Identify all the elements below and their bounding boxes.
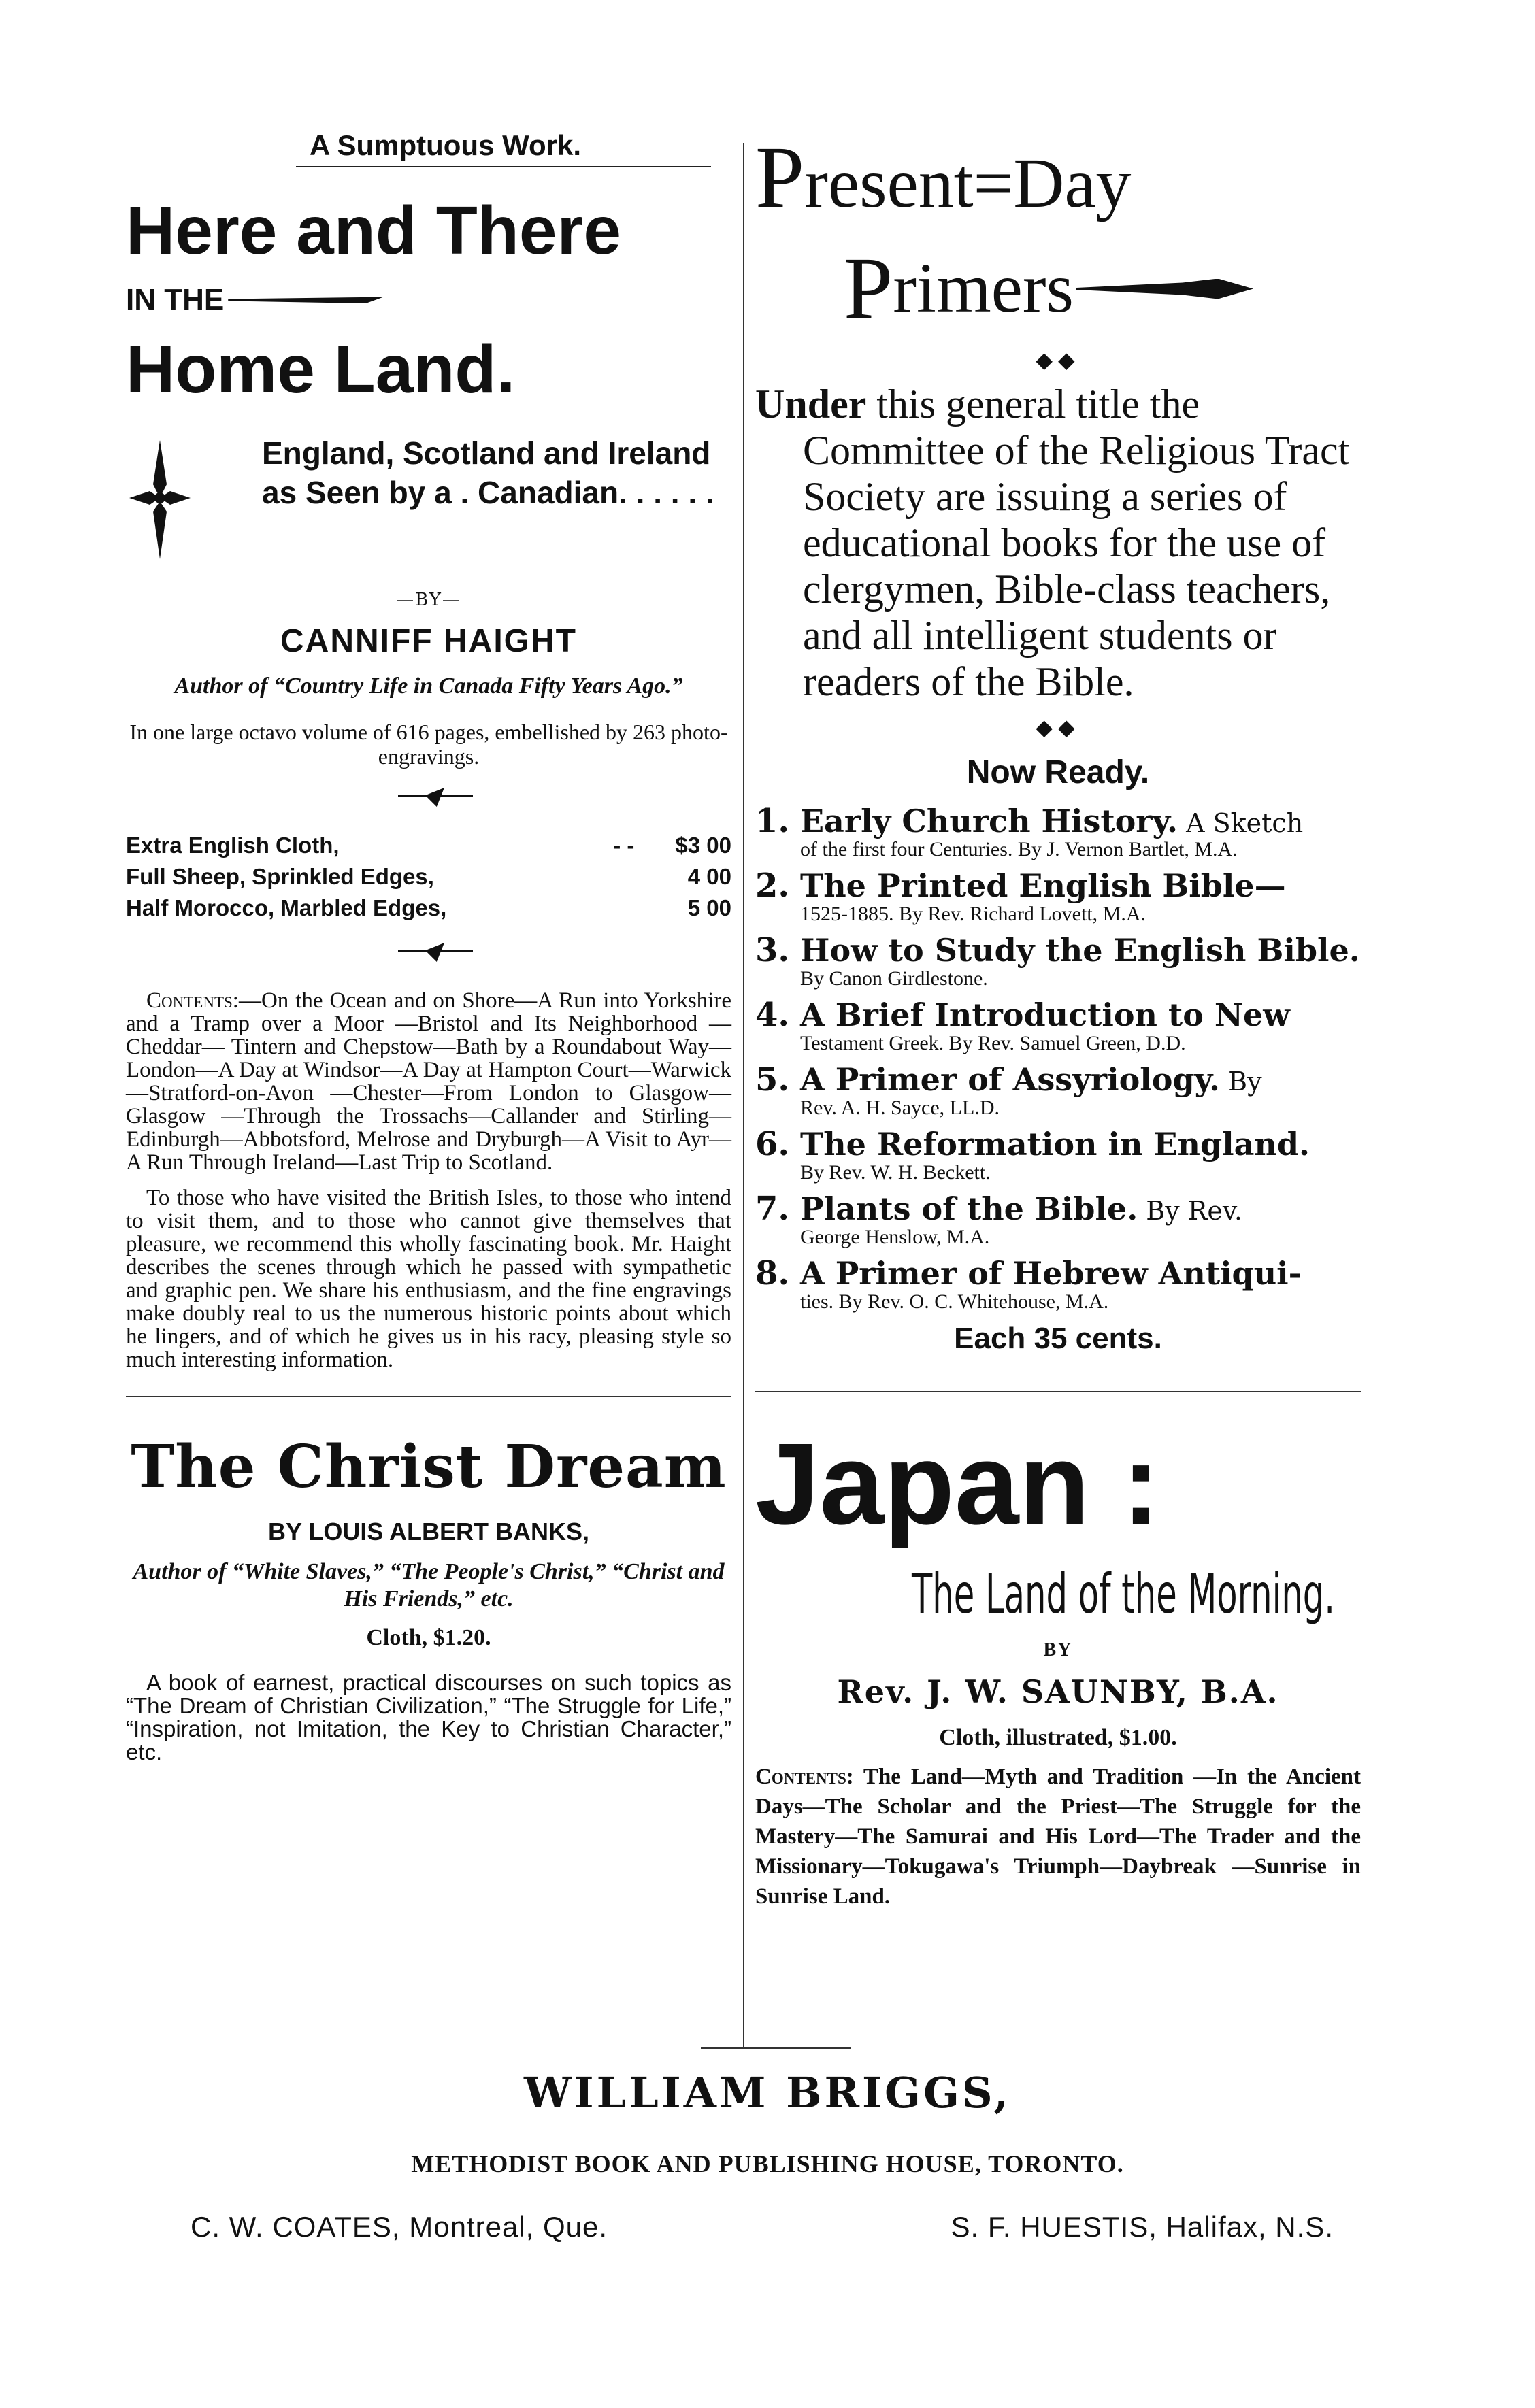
christ-dream-author-credits: Author of “White Slaves,” “The People's Christ,” “Christ and His Friends,” etc.	[133, 1559, 725, 1611]
item-subtitle: By Rev. W. H. Beckett.	[800, 1161, 991, 1184]
intro-lead: Under	[755, 382, 867, 427]
list-item	[755, 1254, 1361, 1313]
item-title: Early Church History. A Sketch	[800, 803, 1304, 839]
now-ready-heading: Now Ready.	[966, 754, 1150, 790]
item-title: The Printed English Bible—	[800, 867, 1286, 904]
contents-label: Contents	[755, 1765, 846, 1789]
book-subtitle: England, Scotland and Ireland as Seen by a . Canadian. . . . . .	[262, 435, 714, 510]
item-title: A Primer of Hebrew Antiqui-	[800, 1255, 1302, 1292]
price-value: 5 00	[687, 895, 731, 920]
christ-dream-author: BY LOUIS ALBERT BANKS,	[267, 1518, 590, 1545]
footer-divider	[701, 2047, 851, 2049]
item-subtitle: Rev. A. H. Sayce, LL.D.	[800, 1097, 1000, 1119]
section-divider	[126, 1396, 731, 1397]
swoosh-ornament-icon	[1076, 279, 1253, 299]
book-title-in-the	[126, 283, 731, 317]
item-number: 3.	[755, 931, 790, 969]
item-subtitle: Testament Greek. By Rev. Samuel Green, D.D.	[800, 1032, 1186, 1054]
price-label: Half Morocco, Marbled Edges,	[126, 895, 447, 920]
price-value: $3 00	[675, 833, 731, 858]
price-row	[126, 830, 731, 861]
contents-label: Contents	[146, 988, 233, 1013]
item-title: The Reformation in England.	[800, 1126, 1310, 1163]
right-column	[755, 129, 1361, 1911]
arrow-ornament-icon	[228, 297, 384, 303]
diamond-ornament-icon: ◆◆	[1036, 347, 1080, 373]
item-title: A Brief Introduction to New	[800, 997, 1290, 1033]
japan-subtitle: The Land of the Morning.	[912, 1562, 1336, 1626]
title-rest: resent=Day	[804, 144, 1132, 222]
price-row	[126, 861, 731, 892]
primers-title-line2	[844, 240, 1361, 337]
item-title: Plants of the Bible. By Rev.	[800, 1190, 1242, 1227]
christ-dream-description: A book of earnest, practical discourses on such topics as “The Dream of Christian Civilization,” “The Struggle for Life,” “Inspiration, not Imitation, the Key to Christian Character,” etc.	[126, 1670, 731, 1765]
column-divider	[743, 143, 744, 2047]
agent-halifax: S. F. HUESTIS, Halifax, N.S.	[951, 2211, 1334, 2243]
pointer-ornament-icon	[126, 937, 731, 965]
item-number: 5.	[755, 1060, 790, 1099]
title-rest: rimers	[893, 249, 1074, 328]
author-name: CANNIFF HAIGHT	[280, 623, 577, 659]
tagline: A Sumptuous Work.	[296, 129, 711, 167]
publisher-name: WILLIAM BRIGGS,	[523, 2068, 1012, 2118]
list-item	[755, 869, 1361, 924]
price-label: Full Sheep, Sprinkled Edges,	[126, 864, 434, 889]
cross-ornament-icon	[126, 433, 262, 569]
list-item	[755, 802, 1361, 860]
item-number: 4.	[755, 996, 790, 1034]
primers-list	[755, 802, 1361, 1313]
intro-text: this general title the Committee of the Religious Tract Society are issuing a series of educational books for the use of clergymen, Bible-class teachers, and all intelligent students or readers of the Bible.	[803, 382, 1350, 704]
author-credits: Author of “Country Life in Canada Fifty Years Ago.”	[174, 673, 683, 699]
japan-title: Japan :	[755, 1420, 1161, 1549]
price-value: 4 00	[687, 864, 731, 889]
item-number: 6.	[755, 1125, 790, 1163]
christ-dream-price: Cloth, $1.20.	[366, 1625, 491, 1650]
price-list	[126, 830, 731, 924]
agents-row	[191, 2211, 1334, 2243]
agent-montreal: C. W. COATES, Montreal, Que.	[191, 2211, 608, 2243]
item-subtitle: of the first four Centuries. By J. Vernon Bartlet, M.A.	[800, 838, 1238, 860]
item-number: 2.	[755, 867, 790, 905]
japan-price: Cloth, illustrated, $1.00.	[939, 1725, 1177, 1750]
book-review: To those who have visited the British Isles, to those who intend to visit them, and to those who cannot give themselves that pleasure, we recommend this wholly fascinating book. Mr. Haight describes the scenes through which he passed with sympathetic and graphic pen. We share his enthusiasm, and the fine engravings make doubly real to us the numerous historic points about which he lingers, and of which he gives us in his racy, pleasing style so much interesting information.	[126, 1186, 731, 1372]
primers-price: Each 35 cents.	[954, 1322, 1162, 1355]
contents-text: :—On the Ocean and on Shore—A Run into Yorkshire and a Tramp over a Moor —Bristol and Its Neighborhood — Cheddar— Tintern and Chepstow—Bath by a Roundabout Way—London—A Day at Windsor—A Day at Hampton Court—Warwick—Stratford-on-Avon —Chester—From London to Glasgow—Glasgow —Through the Trossachs—Callander and Stirling—Edinburgh—Abbotsford, Melrose and Dryburgh—A Visit to Ayr—A Run Through Ireland—Last Trip to Scotland.	[126, 988, 731, 1175]
volume-description: In one large octavo volume of 616 pages, embellished by 263 photo-engravings.	[129, 720, 728, 769]
primers-intro	[755, 381, 1361, 705]
contents-text: : The Land—Myth and Tradition —In the Ancient Days—The Scholar and the Priest—The Struggle for the Mastery—The Samurai and His Lord—The Trader and the Missionary—Tokugawa's Triumph—Daybreak —Sunrise in Sunrise Land.	[755, 1765, 1361, 1909]
subtitle-block	[126, 433, 731, 569]
diamond-ornament-icon: ◆◆	[1036, 714, 1080, 740]
book-contents	[126, 989, 731, 1174]
publishing-house: METHODIST BOOK AND PUBLISHING HOUSE, TORONTO.	[411, 2150, 1124, 2177]
book-title-line1: Here and There	[126, 193, 622, 269]
item-subtitle: 1525-1885. By Rev. Richard Lovett, M.A.	[800, 903, 1146, 925]
item-number: 8.	[755, 1254, 790, 1292]
list-item	[755, 1192, 1361, 1248]
japan-contents	[755, 1762, 1361, 1911]
title-initial: P	[844, 239, 893, 337]
title-initial: P	[755, 129, 805, 227]
item-subtitle: George Henslow, M.A.	[800, 1226, 990, 1248]
item-subtitle: ties. By Rev. O. C. Whitehouse, M.A.	[800, 1290, 1109, 1313]
price-row	[126, 892, 731, 924]
by-label: —BY—	[396, 590, 461, 610]
in-the-text: IN THE	[126, 283, 225, 316]
item-title: How to Study the English Bible.	[800, 932, 1360, 969]
list-item	[755, 1060, 1361, 1119]
left-column	[126, 129, 731, 1764]
item-number: 7.	[755, 1190, 790, 1228]
item-subtitle: By Canon Girdlestone.	[800, 967, 988, 990]
pointer-ornament-icon	[126, 782, 731, 809]
japan-by-label: BY	[1043, 1639, 1073, 1660]
price-label: Extra English Cloth,	[126, 833, 340, 858]
item-number: 1.	[755, 802, 790, 840]
section-divider	[755, 1391, 1361, 1392]
christ-dream-title: The Christ Dream	[131, 1433, 727, 1501]
list-item	[755, 931, 1361, 990]
list-item	[755, 1125, 1361, 1184]
primers-title-line1	[755, 129, 1361, 227]
book-title-line2: Home Land.	[126, 331, 516, 407]
list-item	[755, 996, 1361, 1054]
item-title: A Primer of Assyriology. By	[800, 1061, 1262, 1098]
japan-author: Rev. J. W. SAUNBY, B.A.	[837, 1673, 1279, 1710]
price-dots: - -	[613, 833, 635, 858]
